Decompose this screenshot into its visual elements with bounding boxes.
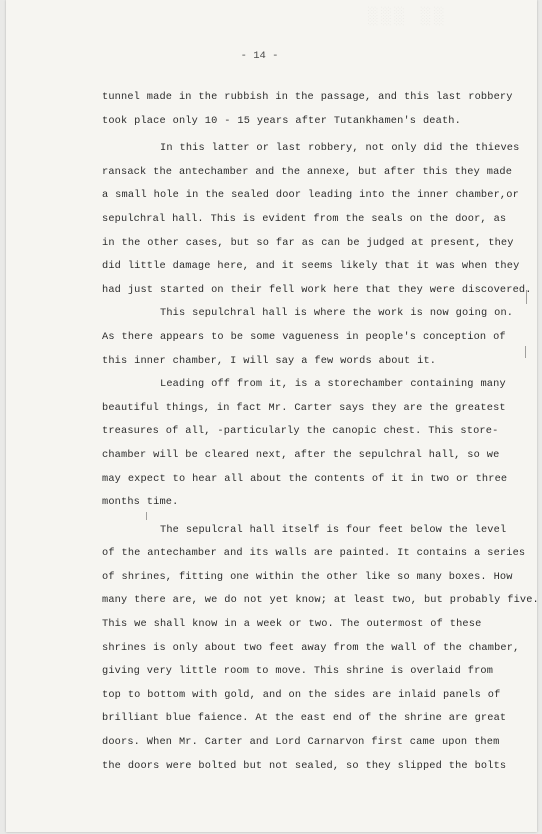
text-line: chamber will be cleared next, after the sepulchral hall, so we xyxy=(102,448,500,461)
paragraph xyxy=(102,302,522,373)
paragraph xyxy=(102,137,532,302)
text-line: this inner chamber, I will say a few words about it. xyxy=(102,354,437,367)
text-line: Leading off from it, is a storechamber containing many xyxy=(160,378,506,391)
text-line: the doors were bolted but not sealed, so they slipped the bolts xyxy=(102,759,507,772)
page-number: - 14 - xyxy=(240,50,279,62)
faint-stamp-mark: ░░░ ░░ xyxy=(368,8,448,27)
text-line: in the other cases, but so far as can be judged at present, they xyxy=(102,236,514,249)
text-line: top to bottom with gold, and on the sides are inlaid panels of xyxy=(102,688,501,701)
text-line: giving very little room to move. This shrine is overlaid from xyxy=(102,665,494,678)
text-line: tunnel made in the rubbish in the passage, and this last robbery xyxy=(102,91,513,103)
text-line: beautiful things, in fact Mr. Carter says they are the greatest xyxy=(102,401,506,414)
text-line: a small hole in the sealed door leading into the inner chamber,or xyxy=(102,189,519,202)
text-line: brilliant blue faience. At the east end of the shrine are great xyxy=(102,712,507,725)
document-page xyxy=(6,0,537,832)
paragraph xyxy=(102,373,522,515)
text-line: This we shall know in a week or two. The outermost of these xyxy=(102,618,482,631)
text-line: did little damage here, and it seems likely that it was when they xyxy=(102,260,520,273)
text-line: ransack the antechamber and the annexe, but after this they made xyxy=(102,165,513,178)
text-line: This sepulchral hall is where the work is now going on. xyxy=(160,307,514,320)
text-line: months time. xyxy=(102,496,179,509)
text-line: many there are, we do not yet know; at least two, but probably five. xyxy=(102,594,539,607)
text-line: took place only 10 - 15 years after Tutankhamen's death. xyxy=(102,114,461,127)
typed-body-text xyxy=(102,86,539,778)
text-line: shrines is only about two feet away from the wall of the chamber, xyxy=(102,641,520,654)
text-line: of shrines, fitting one within the other like so many boxes. How xyxy=(102,570,513,583)
paragraph xyxy=(102,86,522,133)
text-line: sepulchral hall. This is evident from the seals on the door, as xyxy=(102,212,507,225)
text-line: of the antechamber and its walls are painted. It contains a series xyxy=(102,547,526,560)
text-line: treasures of all, -particularly the canopic chest. This store- xyxy=(102,425,499,438)
text-line: In this latter or last robbery, not only did the thieves xyxy=(160,142,520,155)
paragraph xyxy=(102,519,539,779)
margin-mark xyxy=(525,346,526,358)
text-line: doors. When Mr. Carter and Lord Carnarvon first came upon them xyxy=(102,736,500,749)
text-line: had just started on their fell work here that they were discovered. xyxy=(102,283,532,296)
text-line: may expect to hear all about the contents of it in two or three xyxy=(102,472,508,485)
text-line: The sepulcral hall itself is four feet below the level xyxy=(160,523,507,536)
text-line: As there appears to be some vagueness in people's conception of xyxy=(102,330,506,343)
